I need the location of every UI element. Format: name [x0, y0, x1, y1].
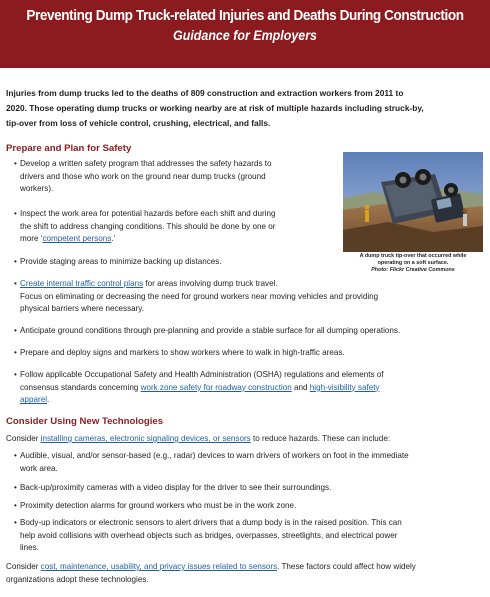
- bullet-icon: •: [14, 257, 17, 266]
- traffic-control-plans-link[interactable]: Create internal traffic control plans: [20, 279, 144, 288]
- photo-caption: A dump truck tip-over that occurred while operating on a soft surface. Photo: Flickr Creative Commons: [340, 253, 486, 275]
- bullet-icon: •: [14, 279, 17, 288]
- header-banner: [0, 0, 490, 68]
- list-item-body-up-indicators: • Body-up indicators or electronic sensors to alert drivers that a dump body is in the raised position. This can help avoid collisions with overhead objects such as bridges, overpasses, streetlights, and electrical power lines.: [14, 518, 402, 553]
- bullet-icon: •: [14, 348, 17, 357]
- section-heading-prepare: Prepare and Plan for Safety: [6, 143, 132, 154]
- intro-paragraph: [6, 86, 486, 131]
- bullet-icon: •: [14, 518, 17, 527]
- work-zone-safety-link[interactable]: work zone safety for roadway construction: [140, 382, 292, 392]
- bullet-icon: •: [14, 370, 17, 379]
- list-item-traffic-control: • Create internal traffic control plans for areas involving dump truck travel. Focus on eliminating or decreasing the need for ground workers near moving vehicles and providing physical barriers where necessary.: [14, 279, 379, 314]
- list-item-proximity-alarms: • Proximity detection alarms for ground workers who must be in the work zone.: [20, 500, 490, 513]
- technologies-lead: Consider installing cameras, electronic signaling devices, or sensors to reduce hazards. These can include:: [6, 434, 391, 443]
- list-item-ground-conditions: • Anticipate ground conditions through pre-planning and provide a stable surface for all dumping operations.: [20, 325, 490, 338]
- list-item-osha-regulations: • Follow applicable Occupational Safety and Health Administration (OSHA) regulations and elements of consensus standards concerning work zone safety for roadway construction and high-visibility safety apparel.: [14, 370, 384, 405]
- list-item-signs-markers: • Prepare and deploy signs and markers to show workers where to walk in high-traffic areas.: [20, 347, 490, 360]
- intro-line-3: tip-over from loss of vehicle control, crushing, electrical, and falls.: [6, 118, 271, 128]
- bullet-icon: •: [14, 451, 17, 460]
- bullet-icon: •: [14, 501, 17, 510]
- page-subtitle: Guidance for Employers: [173, 28, 317, 43]
- closing-paragraph: Consider cost, maintenance, usability, and privacy issues related to sensors. These factors could affect how widely organizations adopt these technologies.: [6, 562, 416, 584]
- dump-truck-tipover-image: [343, 152, 483, 252]
- bullet-icon: •: [14, 209, 17, 218]
- list-item-staging-areas: • Provide staging areas to minimize backing up distances.: [20, 256, 338, 269]
- list-item-backup-cameras: • Back-up/proximity cameras with a video display for the driver to see their surroundings.: [20, 482, 490, 495]
- list-item-safety-program: • Develop a written safety program that addresses the safety hazards to drivers and those who work on the ground near dump trucks (ground workers).: [14, 159, 272, 194]
- high-visibility-apparel-link[interactable]: high-visibility safety: [309, 382, 380, 392]
- bullet-icon: •: [14, 159, 17, 168]
- section-heading-technologies: Consider Using New Technologies: [6, 416, 164, 427]
- photo-credit: Photo: Flickr Creative Commons: [371, 267, 455, 274]
- sensor-issues-link[interactable]: cost, maintenance, usability, and privacy issues related to sensors: [40, 562, 278, 571]
- competent-persons-link[interactable]: competent persons: [42, 234, 112, 244]
- list-item-inspect-area: • Inspect the work area for potential hazards before each shift and during the shift to address changing conditions. This should be done by one or more ‘competent persons.’: [14, 209, 276, 244]
- cameras-sensors-link[interactable]: installing cameras, electronic signaling devices, or sensors: [40, 434, 251, 443]
- page-title: Preventing Dump Truck-related Injuries and Deaths During Construction: [26, 8, 464, 24]
- apparel-link[interactable]: apparel: [20, 395, 48, 405]
- list-item-warning-devices: • Audible, visual, and/or sensor-based (e.g., radar) devices to warn drivers of workers on foot in the immediate work area.: [14, 451, 409, 473]
- intro-line-2: 2020. Those operating dump trucks or working nearby are at risk of multiple hazards including struck-by,: [6, 103, 424, 113]
- intro-line-1: Injuries from dump trucks led to the deaths of 809 construction and extraction workers from 2011 to: [6, 88, 404, 98]
- bullet-icon: •: [14, 483, 17, 492]
- dump-truck-photo: [343, 152, 483, 252]
- bullet-icon: •: [14, 326, 17, 335]
